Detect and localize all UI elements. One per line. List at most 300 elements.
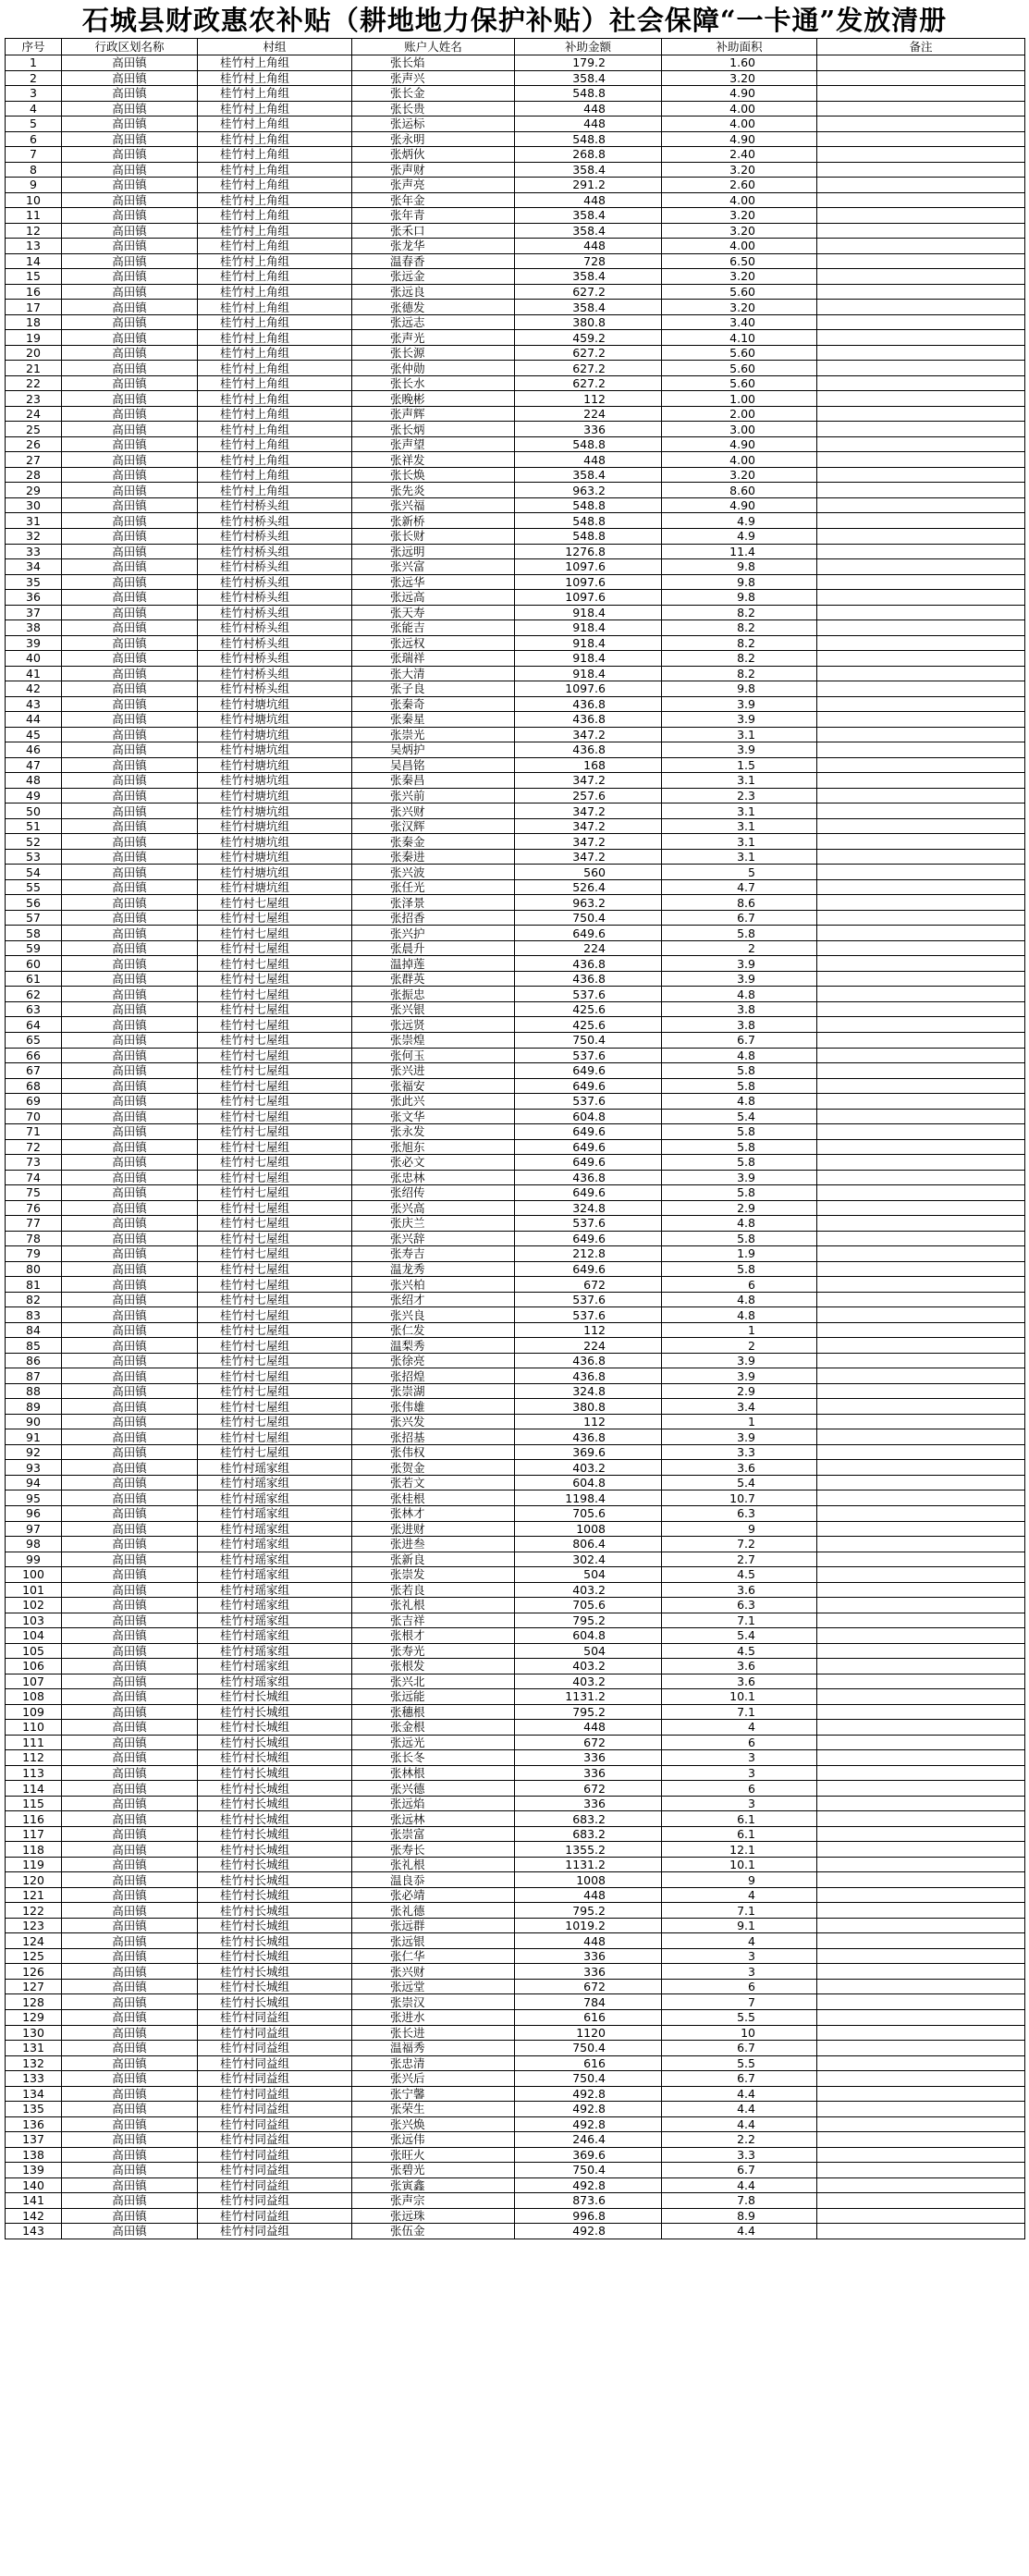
- subsidy-amount-cell: 369.6: [515, 1444, 662, 1460]
- table-row: [6, 1139, 1025, 1155]
- village-group-cell: 桂竹村塘坑组: [198, 865, 352, 880]
- row-number: 76: [6, 1200, 62, 1216]
- account-name-cell: 温梨秀: [352, 1338, 515, 1354]
- district-cell: 高田镇: [62, 574, 198, 590]
- table-row: [6, 1842, 1025, 1858]
- remark-cell: [817, 436, 1025, 452]
- village-group-cell: 桂竹村上角组: [198, 345, 352, 361]
- remark-cell: [817, 422, 1025, 437]
- subsidy-area-cell: 4.4: [662, 2224, 817, 2239]
- district-cell: 高田镇: [62, 162, 198, 178]
- row-number: 49: [6, 788, 62, 803]
- subsidy-amount-cell: 347.2: [515, 834, 662, 850]
- row-number: 124: [6, 1933, 62, 1949]
- district-cell: 高田镇: [62, 757, 198, 773]
- table-row: [6, 1582, 1025, 1598]
- village-group-cell: 桂竹村七屋组: [198, 1124, 352, 1140]
- subsidy-amount-cell: 705.6: [515, 1505, 662, 1521]
- village-group-cell: 桂竹村七屋组: [198, 926, 352, 941]
- account-name-cell: 张伍金: [352, 2224, 515, 2239]
- district-cell: 高田镇: [62, 117, 198, 132]
- row-number: 91: [6, 1429, 62, 1445]
- row-number: 116: [6, 1811, 62, 1827]
- account-name-cell: 张兴波: [352, 865, 515, 880]
- subsidy-amount-cell: 224: [515, 940, 662, 956]
- subsidy-amount-cell: 403.2: [515, 1674, 662, 1689]
- row-number: 20: [6, 345, 62, 361]
- subsidy-area-cell: 6.7: [662, 2041, 817, 2056]
- row-number: 89: [6, 1399, 62, 1415]
- table-row: [6, 330, 1025, 346]
- district-cell: 高田镇: [62, 1383, 198, 1399]
- table-row: [6, 2071, 1025, 2087]
- village-group-cell: 桂竹村瑶家组: [198, 1552, 352, 1567]
- table-row: [6, 1246, 1025, 1262]
- table-row: [6, 345, 1025, 361]
- district-cell: 高田镇: [62, 1674, 198, 1689]
- village-group-cell: 桂竹村桥头组: [198, 497, 352, 513]
- subsidy-area-cell: 4: [662, 1933, 817, 1949]
- village-group-cell: 桂竹村长城组: [198, 1948, 352, 1964]
- account-name-cell: 张林根: [352, 1765, 515, 1781]
- village-group-cell: 桂竹村七屋组: [198, 1017, 352, 1033]
- subsidy-amount-cell: 918.4: [515, 651, 662, 667]
- account-name-cell: 张永发: [352, 1124, 515, 1140]
- column-header: 行政区划名称: [62, 39, 198, 55]
- row-number: 101: [6, 1582, 62, 1598]
- row-number: 34: [6, 559, 62, 575]
- table-row: [6, 1017, 1025, 1033]
- table-row: [6, 1490, 1025, 1506]
- subsidy-area-cell: 4.90: [662, 86, 817, 102]
- district-cell: 高田镇: [62, 1903, 198, 1919]
- village-group-cell: 桂竹村七屋组: [198, 1414, 352, 1429]
- account-name-cell: 张龙华: [352, 239, 515, 254]
- account-name-cell: 张远伟: [352, 2132, 515, 2148]
- village-group-cell: 桂竹村瑶家组: [198, 1475, 352, 1490]
- remark-cell: [817, 1033, 1025, 1049]
- account-name-cell: 张长焰: [352, 55, 515, 71]
- table-row: [6, 1383, 1025, 1399]
- account-name-cell: 张长炳: [352, 422, 515, 437]
- account-name-cell: 张文华: [352, 1109, 515, 1124]
- remark-cell: [817, 620, 1025, 636]
- table-row: [6, 513, 1025, 529]
- row-number: 96: [6, 1505, 62, 1521]
- row-number: 6: [6, 131, 62, 147]
- subsidy-area-cell: 4.8: [662, 1048, 817, 1063]
- subsidy-amount-cell: 649.6: [515, 1124, 662, 1140]
- subsidy-amount-cell: 1097.6: [515, 559, 662, 575]
- village-group-cell: 桂竹村同益组: [198, 2177, 352, 2193]
- remark-cell: [817, 742, 1025, 758]
- village-group-cell: 桂竹村上角组: [198, 300, 352, 315]
- village-group-cell: 桂竹村长城组: [198, 1887, 352, 1903]
- district-cell: 高田镇: [62, 2132, 198, 2148]
- row-number: 140: [6, 2177, 62, 2193]
- remark-cell: [817, 2116, 1025, 2132]
- subsidy-area-cell: 5.4: [662, 1628, 817, 1644]
- village-group-cell: 桂竹村同益组: [198, 2071, 352, 2087]
- subsidy-amount-cell: 649.6: [515, 1139, 662, 1155]
- account-name-cell: 张兴财: [352, 803, 515, 819]
- account-name-cell: 张仁发: [352, 1322, 515, 1338]
- district-cell: 高田镇: [62, 1643, 198, 1659]
- village-group-cell: 桂竹村桥头组: [198, 559, 352, 575]
- account-name-cell: 张祥发: [352, 452, 515, 468]
- district-cell: 高田镇: [62, 681, 198, 697]
- account-name-cell: 张此兴: [352, 1094, 515, 1110]
- subsidy-area-cell: 4.00: [662, 239, 817, 254]
- district-cell: 高田镇: [62, 879, 198, 895]
- district-cell: 高田镇: [62, 788, 198, 803]
- account-name-cell: 张招基: [352, 1429, 515, 1445]
- subsidy-amount-cell: 672: [515, 1979, 662, 1994]
- subsidy-amount-cell: 358.4: [515, 208, 662, 224]
- remark-cell: [817, 162, 1025, 178]
- subsidy-amount-cell: 649.6: [515, 1078, 662, 1094]
- village-group-cell: 桂竹村同益组: [198, 2041, 352, 2056]
- village-group-cell: 桂竹村七屋组: [198, 910, 352, 926]
- district-cell: 高田镇: [62, 1063, 198, 1079]
- row-number: 77: [6, 1216, 62, 1232]
- row-number: 18: [6, 314, 62, 330]
- row-number: 115: [6, 1796, 62, 1811]
- village-group-cell: 桂竹村长城组: [198, 1765, 352, 1781]
- table-row: [6, 1094, 1025, 1110]
- subsidy-area-cell: 6.7: [662, 2071, 817, 2087]
- village-group-cell: 桂竹村七屋组: [198, 1368, 352, 1384]
- village-group-cell: 桂竹村瑶家组: [198, 1582, 352, 1598]
- account-name-cell: 张崇发: [352, 1567, 515, 1583]
- row-number: 106: [6, 1659, 62, 1674]
- table-row: [6, 1964, 1025, 1980]
- village-group-cell: 桂竹村长城组: [198, 1750, 352, 1766]
- account-name-cell: 张兴良: [352, 1307, 515, 1323]
- remark-cell: [817, 865, 1025, 880]
- row-number: 81: [6, 1277, 62, 1293]
- subsidy-amount-cell: 627.2: [515, 361, 662, 376]
- remark-cell: [817, 2041, 1025, 2056]
- table-row: [6, 2041, 1025, 2056]
- subsidy-area-cell: 2.2: [662, 2132, 817, 2148]
- row-number: 24: [6, 406, 62, 422]
- table-row: [6, 361, 1025, 376]
- row-number: 10: [6, 192, 62, 208]
- village-group-cell: 桂竹村塘坑组: [198, 712, 352, 728]
- remark-cell: [817, 1811, 1025, 1827]
- subsidy-amount-cell: 448: [515, 1887, 662, 1903]
- subsidy-area-cell: 5.8: [662, 926, 817, 941]
- table-row: [6, 70, 1025, 86]
- remark-cell: [817, 1383, 1025, 1399]
- table-row: [6, 879, 1025, 895]
- table-row: [6, 559, 1025, 575]
- table-row: [6, 1750, 1025, 1766]
- row-number: 74: [6, 1170, 62, 1185]
- subsidy-area-cell: 12.1: [662, 1842, 817, 1858]
- account-name-cell: 张进财: [352, 1521, 515, 1537]
- table-row: [6, 1659, 1025, 1674]
- table-row: [6, 1796, 1025, 1811]
- row-number: 110: [6, 1720, 62, 1736]
- table-row: [6, 1537, 1025, 1552]
- remark-cell: [817, 2010, 1025, 2026]
- village-group-cell: 桂竹村七屋组: [198, 1444, 352, 1460]
- row-number: 27: [6, 452, 62, 468]
- village-group-cell: 桂竹村七屋组: [198, 1048, 352, 1063]
- village-group-cell: 桂竹村桥头组: [198, 605, 352, 620]
- row-number: 65: [6, 1033, 62, 1049]
- account-name-cell: 张远金: [352, 269, 515, 285]
- subsidy-area-cell: 6: [662, 1979, 817, 1994]
- table-row: [6, 497, 1025, 513]
- village-group-cell: 桂竹村七屋组: [198, 1094, 352, 1110]
- table-row: [6, 651, 1025, 667]
- subsidy-amount-cell: 560: [515, 865, 662, 880]
- account-name-cell: 张寿吉: [352, 1246, 515, 1262]
- subsidy-amount-cell: 548.8: [515, 497, 662, 513]
- village-group-cell: 桂竹村同益组: [198, 2102, 352, 2117]
- district-cell: 高田镇: [62, 696, 198, 712]
- subsidy-area-cell: 3.3: [662, 1444, 817, 1460]
- subsidy-area-cell: 10.1: [662, 1857, 817, 1872]
- table-row: [6, 1307, 1025, 1323]
- district-cell: 高田镇: [62, 1078, 198, 1094]
- row-number: 127: [6, 1979, 62, 1994]
- remark-cell: [817, 757, 1025, 773]
- remark-cell: [817, 1765, 1025, 1781]
- account-name-cell: 张崇煌: [352, 1033, 515, 1049]
- table-row: [6, 2208, 1025, 2224]
- account-name-cell: 张根才: [352, 1628, 515, 1644]
- remark-cell: [817, 2086, 1025, 2102]
- table-row: [6, 1994, 1025, 2010]
- district-cell: 高田镇: [62, 2147, 198, 2163]
- subsidy-area-cell: 6: [662, 1735, 817, 1750]
- district-cell: 高田镇: [62, 834, 198, 850]
- row-number: 84: [6, 1322, 62, 1338]
- account-name-cell: 张兴进: [352, 1063, 515, 1079]
- subsidy-amount-cell: 795.2: [515, 1903, 662, 1919]
- subsidy-amount-cell: 403.2: [515, 1582, 662, 1598]
- remark-cell: [817, 1842, 1025, 1858]
- account-name-cell: 张远能: [352, 1689, 515, 1705]
- table-row: [6, 1826, 1025, 1842]
- district-cell: 高田镇: [62, 1490, 198, 1506]
- account-name-cell: 张年青: [352, 208, 515, 224]
- row-number: 16: [6, 284, 62, 300]
- remark-cell: [817, 1338, 1025, 1354]
- subsidy-amount-cell: 806.4: [515, 1537, 662, 1552]
- row-number: 114: [6, 1781, 62, 1797]
- subsidy-amount-cell: 347.2: [515, 818, 662, 834]
- row-number: 26: [6, 436, 62, 452]
- village-group-cell: 桂竹村长城组: [198, 1826, 352, 1842]
- village-group-cell: 桂竹村七屋组: [198, 1170, 352, 1185]
- subsidy-amount-cell: 358.4: [515, 300, 662, 315]
- village-group-cell: 桂竹村七屋组: [198, 1155, 352, 1171]
- subsidy-area-cell: 4: [662, 1887, 817, 1903]
- account-name-cell: 温良忝: [352, 1872, 515, 1888]
- table-row: [6, 635, 1025, 651]
- subsidy-area-cell: 6.7: [662, 910, 817, 926]
- subsidy-area-cell: 3.9: [662, 1368, 817, 1384]
- remark-cell: [817, 1429, 1025, 1445]
- subsidy-area-cell: 4.8: [662, 1094, 817, 1110]
- subsidy-amount-cell: 649.6: [515, 1063, 662, 1079]
- row-number: 129: [6, 2010, 62, 2026]
- subsidy-amount-cell: 873.6: [515, 2193, 662, 2209]
- subsidy-area-cell: 3.8: [662, 1017, 817, 1033]
- subsidy-amount-cell: 212.8: [515, 1246, 662, 1262]
- remark-cell: [817, 1048, 1025, 1063]
- row-number: 29: [6, 483, 62, 498]
- account-name-cell: 张绍才: [352, 1292, 515, 1307]
- table-row: [6, 300, 1025, 315]
- subsidy-area-cell: 3.20: [662, 269, 817, 285]
- subsidy-amount-cell: 403.2: [515, 1460, 662, 1476]
- village-group-cell: 桂竹村同益组: [198, 2208, 352, 2224]
- table-row: [6, 712, 1025, 728]
- account-name-cell: 张庆兰: [352, 1216, 515, 1232]
- district-cell: 高田镇: [62, 1857, 198, 1872]
- table-row: [6, 742, 1025, 758]
- remark-cell: [817, 70, 1025, 86]
- subsidy-area-cell: 4.8: [662, 1216, 817, 1232]
- account-name-cell: 张远华: [352, 574, 515, 590]
- row-number: 37: [6, 605, 62, 620]
- remark-cell: [817, 1139, 1025, 1155]
- subsidy-amount-cell: 347.2: [515, 727, 662, 742]
- subsidy-amount-cell: 324.8: [515, 1383, 662, 1399]
- village-group-cell: 桂竹村桥头组: [198, 590, 352, 606]
- district-cell: 高田镇: [62, 436, 198, 452]
- table-row: [6, 223, 1025, 239]
- district-cell: 高田镇: [62, 345, 198, 361]
- account-name-cell: 张崇光: [352, 727, 515, 742]
- subsidy-amount-cell: 112: [515, 391, 662, 407]
- remark-cell: [817, 1704, 1025, 1720]
- district-cell: 高田镇: [62, 223, 198, 239]
- row-number: 32: [6, 528, 62, 544]
- remark-cell: [817, 1933, 1025, 1949]
- district-cell: 高田镇: [62, 1505, 198, 1521]
- row-number: 112: [6, 1750, 62, 1766]
- subsidy-amount-cell: 257.6: [515, 788, 662, 803]
- village-group-cell: 桂竹村瑶家组: [198, 1521, 352, 1537]
- remark-cell: [817, 2025, 1025, 2041]
- row-number: 78: [6, 1231, 62, 1246]
- account-name-cell: 张长源: [352, 345, 515, 361]
- village-group-cell: 桂竹村长城组: [198, 1842, 352, 1858]
- remark-cell: [817, 1796, 1025, 1811]
- remark-cell: [817, 391, 1025, 407]
- subsidy-area-cell: 9.8: [662, 590, 817, 606]
- table-row: [6, 834, 1025, 850]
- district-cell: 高田镇: [62, 1765, 198, 1781]
- subsidy-amount-cell: 347.2: [515, 849, 662, 865]
- account-name-cell: 张兴柏: [352, 1277, 515, 1293]
- row-number: 30: [6, 497, 62, 513]
- district-cell: 高田镇: [62, 86, 198, 102]
- remark-cell: [817, 879, 1025, 895]
- village-group-cell: 桂竹村同益组: [198, 2025, 352, 2041]
- subsidy-area-cell: 4.4: [662, 2102, 817, 2117]
- remark-cell: [817, 1857, 1025, 1872]
- row-number: 53: [6, 849, 62, 865]
- subsidy-area-cell: 5.8: [662, 1078, 817, 1094]
- account-name-cell: 张永明: [352, 131, 515, 147]
- subsidy-area-cell: 4.8: [662, 1307, 817, 1323]
- account-name-cell: 张秦金: [352, 834, 515, 850]
- district-cell: 高田镇: [62, 1017, 198, 1033]
- district-cell: 高田镇: [62, 1750, 198, 1766]
- account-name-cell: 张忠林: [352, 1170, 515, 1185]
- village-group-cell: 桂竹村长城组: [198, 1796, 352, 1811]
- subsidy-area-cell: 8.2: [662, 605, 817, 620]
- table-row: [6, 1643, 1025, 1659]
- district-cell: 高田镇: [62, 2025, 198, 2041]
- row-number: 130: [6, 2025, 62, 2041]
- account-name-cell: 张远焰: [352, 1796, 515, 1811]
- subsidy-amount-cell: 246.4: [515, 2132, 662, 2148]
- table-row: [6, 574, 1025, 590]
- remark-cell: [817, 803, 1025, 819]
- remark-cell: [817, 1216, 1025, 1232]
- district-cell: 高田镇: [62, 849, 198, 865]
- subsidy-amount-cell: 380.8: [515, 1399, 662, 1415]
- subsidy-amount-cell: 425.6: [515, 1001, 662, 1017]
- account-name-cell: 温掉莲: [352, 956, 515, 972]
- village-group-cell: 桂竹村上角组: [198, 452, 352, 468]
- district-cell: 高田镇: [62, 1322, 198, 1338]
- table-row: [6, 2086, 1025, 2102]
- subsidy-area-cell: 1: [662, 1414, 817, 1429]
- header-row: [6, 39, 1025, 55]
- remark-cell: [817, 2102, 1025, 2117]
- account-name-cell: 张振忠: [352, 987, 515, 1002]
- remark-cell: [817, 1674, 1025, 1689]
- remark-cell: [817, 788, 1025, 803]
- remark-cell: [817, 956, 1025, 972]
- district-cell: 高田镇: [62, 208, 198, 224]
- table-row: [6, 1674, 1025, 1689]
- column-header: 备注: [817, 39, 1025, 55]
- account-name-cell: 张若文: [352, 1475, 515, 1490]
- village-group-cell: 桂竹村同益组: [198, 2132, 352, 2148]
- account-name-cell: 张兴后: [352, 2071, 515, 2087]
- district-cell: 高田镇: [62, 131, 198, 147]
- remark-cell: [817, 1155, 1025, 1171]
- row-number: 4: [6, 101, 62, 117]
- district-cell: 高田镇: [62, 1033, 198, 1049]
- row-number: 138: [6, 2147, 62, 2163]
- subsidy-area-cell: 7.1: [662, 1903, 817, 1919]
- district-cell: 高田镇: [62, 2177, 198, 2193]
- remark-cell: [817, 1613, 1025, 1628]
- table-row: [6, 1765, 1025, 1781]
- subsidy-amount-cell: 336: [515, 1796, 662, 1811]
- account-name-cell: 张福安: [352, 1078, 515, 1094]
- account-name-cell: 张兴福: [352, 497, 515, 513]
- row-number: 41: [6, 666, 62, 681]
- table-row: [6, 1033, 1025, 1049]
- subsidy-area-cell: 3.8: [662, 1001, 817, 1017]
- village-group-cell: 桂竹村七屋组: [198, 1001, 352, 1017]
- subsidy-area-cell: 3.20: [662, 208, 817, 224]
- account-name-cell: 张长焕: [352, 467, 515, 483]
